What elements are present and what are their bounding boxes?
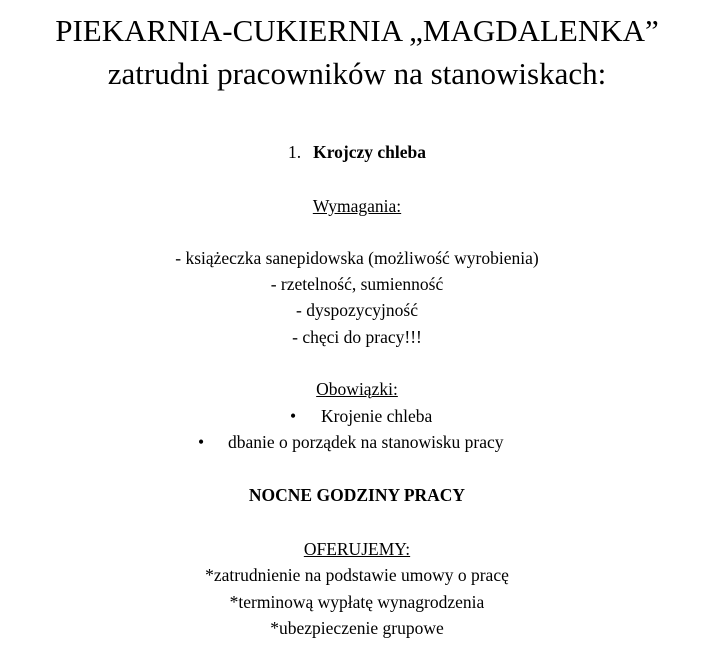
company-title: PIEKARNIA-CUKIERNIA „MAGDALENKA” (55, 13, 659, 48)
night-hours-note: NOCNE GODZINY PRACY (248, 485, 466, 505)
bullet-icon: • (198, 432, 205, 452)
duty-item: dbanie o porządek na stanowisku pracy (228, 432, 504, 452)
duties-heading: Obowiązki: (316, 379, 398, 399)
ad-subtitle: zatrudni pracowników na stanowiskach: (107, 56, 607, 91)
offer-item: *terminową wypłatę wynagrodzenia (229, 592, 485, 612)
offer-heading: OFERUJEMY: (303, 539, 411, 559)
position-number: 1. (287, 142, 302, 162)
duty-item: Krojenie chleba (321, 406, 433, 426)
position-name: Krojczy chleba (313, 142, 427, 162)
bullet-icon: • (290, 406, 297, 426)
requirements-heading: Wymagania: (312, 196, 402, 216)
offer-item: *zatrudnienie na podstawie umowy o pracę (205, 565, 509, 585)
requirement-item: - chęci do pracy!!! (292, 327, 422, 347)
position-heading (0, 144, 714, 162)
requirement-item: - rzetelność, sumienność (270, 274, 444, 294)
requirement-item: - książeczka sanepidowska (możliwość wyrobienia) (175, 248, 539, 268)
requirement-item: - dyspozycyjność (296, 300, 418, 320)
offer-item: *ubezpieczenie grupowe (270, 618, 444, 638)
